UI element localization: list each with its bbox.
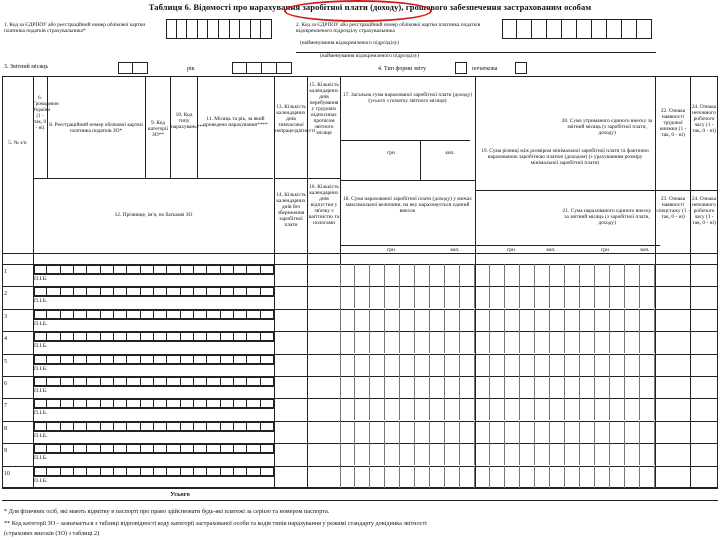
kop-label: коп.	[450, 247, 460, 253]
col-24b-header: 24. Ознака неповного робочого часу (1 - так, 0 - ні)	[691, 196, 717, 226]
footnote-3: (страхових внесків (ЗО) з таблиці 2)	[4, 530, 100, 537]
field-3-label: 3. Звітний місяць	[4, 64, 49, 70]
row-half-line	[34, 319, 274, 320]
row-amount-cells[interactable]	[340, 466, 655, 488]
header-mid-2	[340, 140, 470, 141]
field-2-cells[interactable]	[502, 19, 652, 39]
total-top	[2, 488, 718, 489]
kop-label-2: коп.	[546, 247, 556, 253]
row-number: 10	[4, 471, 10, 477]
field-2-name-caption: (найменування відокремленого підрозділу)	[320, 53, 420, 59]
col-17-grn: грн	[387, 150, 395, 156]
grn-label-2: грн	[507, 247, 515, 253]
form-type-cell-2[interactable]	[515, 62, 527, 74]
col-22-header: 22. Ознака наявності трудової книжки (1 - так, 0 - ні)	[659, 108, 687, 138]
col-20-header: 20. Сума утриманого єдиного внеску за звітний місяць (з заробітної плати, доходу)	[561, 118, 653, 136]
kop-label-3: коп.	[640, 247, 650, 253]
header-bottom	[2, 253, 718, 254]
row-half-line	[34, 431, 274, 432]
col-16-header: 16. Кількість календарних днів відпустки у зв'язку з вагітністю та пологами	[308, 184, 340, 226]
table-title: Таблиця 6. Відомості про нарахування заробітної плати (доходу), грошового забезпечення застрахованим особам	[148, 2, 592, 12]
row-number: 5	[4, 359, 7, 365]
row-half-line	[34, 274, 274, 275]
year-cells[interactable]	[232, 62, 292, 74]
row-pib-label: П.І.Б.	[34, 455, 48, 461]
row-pib-label: П.І.Б.	[34, 388, 48, 394]
row-half-line	[34, 296, 274, 297]
col-18-header: 18. Сума нарахованої заробітної плати (доходу) у межах максимальної величини, на яку нараховується єдиний внесок	[343, 196, 472, 214]
row-number: 2	[4, 291, 7, 297]
row-pib-label: П.І.Б.	[34, 343, 48, 349]
row-pib-label: П.І.Б.	[34, 410, 48, 416]
row-half-line	[34, 341, 274, 342]
col-10-header: 10. Код типу нарахувань***	[171, 112, 205, 130]
total-label: Усього	[170, 491, 190, 498]
form-type-cell[interactable]	[455, 62, 467, 74]
row-number: 6	[4, 381, 7, 387]
row-code-cells[interactable]	[34, 467, 274, 476]
header-mid	[33, 178, 273, 179]
footnote-2: ** Код категорії ЗО - зазначається з таблиці відповідності коду категорії застрахованої особи та кодів типів нарахування у режимі стандарту довідника звітності	[4, 520, 427, 527]
header-mid-3	[340, 180, 475, 181]
row-number: 8	[4, 426, 7, 432]
row-code-cells[interactable]	[34, 399, 274, 408]
row-pib-label: П.І.Б.	[34, 433, 48, 439]
row-amount-cells[interactable]	[340, 376, 655, 398]
col-15-header: 15. Кількість календарних днів перебування у трудових відносинах протягом звітного місяця	[309, 82, 339, 136]
row-pib-label: П.І.Б.	[34, 478, 48, 484]
col-17-header: 17. Загальна сума нарахованої заробітної плати (доходу) (усього з початку звітного місяця)	[342, 92, 473, 104]
col-9-header: 9. Код категорії ЗО**	[147, 120, 168, 138]
footnote-1: * Для фізичних осіб, які мають відмітку в паспорті про право здійснювати будь-які платежі за серією та номером паспорта.	[4, 508, 330, 515]
col-line	[420, 140, 421, 180]
row-amount-cells[interactable]	[340, 331, 655, 353]
header-mid-6	[655, 190, 718, 191]
row-pib-label: П.І.Б.	[34, 321, 48, 327]
row-half-line	[34, 408, 274, 409]
year-label: рік	[187, 66, 195, 72]
row-number: 9	[4, 448, 7, 454]
col-14-header: 14. Кількість календарних днів без збереження заробітної плати	[276, 192, 306, 228]
grn-row-line	[340, 245, 660, 246]
col-6-header: 6. Громадянин України (1 - так, 0 - ні)	[33, 96, 59, 131]
row-number: 4	[4, 336, 7, 342]
row-number: 3	[4, 314, 7, 320]
header-mid-4	[475, 190, 655, 191]
row-code-cells[interactable]	[34, 310, 274, 319]
field-2-note: (найменування відокремленого підрозділу)	[300, 40, 400, 46]
field-1-cells[interactable]	[166, 19, 272, 39]
col-12-header: 12. Прізвище, ім'я, по батькові ЗО	[114, 212, 193, 218]
col-13-header: 13. Кількість календарних днів тимчасової непрацездатності	[275, 104, 315, 134]
field-4-label: 4. Тип форми звіту	[378, 66, 427, 72]
col-21-header: 21. Сума нарахованого єдиного внеску за звітний місяць (з заробітної плати, доходу)	[562, 208, 652, 226]
field-1-label: 1. Код за ЄДРПОУ або реєстраційний номер облікової картки платника податків страхувальника*	[4, 22, 146, 34]
row-amount-cells[interactable]	[340, 286, 655, 308]
row-pib-label: П.І.Б.	[34, 366, 48, 372]
field-2-label: 2. Код за ЄДРПОУ або реєстраційний номер облікової картки платника податків відокремленого підрозділу страхувальника	[296, 22, 481, 34]
row-code-cells[interactable]	[34, 332, 274, 341]
col-5-header: 5. № з/п	[8, 140, 27, 146]
total-bottom	[2, 500, 718, 501]
row-half-line	[34, 453, 274, 454]
grn-label-3: грн	[601, 247, 609, 253]
col-17-kop: коп.	[445, 150, 455, 156]
col-11-header: 11. Місяць та рік, за який проведено нарахування****	[203, 116, 268, 128]
row-code-cells[interactable]	[34, 287, 274, 296]
col-8-header: 8. Реєстраційний номер облікової картки платника податків ЗО*	[49, 122, 143, 134]
row-number: 7	[4, 403, 7, 409]
row-amount-cells[interactable]	[340, 443, 655, 465]
row-code-cells[interactable]	[34, 422, 274, 431]
row-amount-cells[interactable]	[340, 421, 655, 443]
row-pib-label: П.І.Б.	[34, 298, 48, 304]
row-number: 1	[4, 269, 7, 275]
row-code-cells[interactable]	[34, 444, 274, 453]
col-23-header: 23. Ознака наявності спецстажу (1 - так, 0 - ні)	[656, 196, 690, 220]
row-pib-label: П.І.Б.	[34, 276, 48, 282]
col-19-header: 19. Сума різниці між розміром мінімальної заробітної плати та фактично нарахованою заробітною платою (доходом) (з урахуванням розміру мінімальної заробітної плати)	[481, 148, 649, 166]
row-code-cells[interactable]	[34, 377, 274, 386]
row-half-line	[34, 476, 274, 477]
row-amount-cells[interactable]	[340, 398, 655, 420]
row-half-line	[34, 364, 274, 365]
month-cells[interactable]	[118, 62, 148, 74]
row-amount-cells[interactable]	[340, 354, 655, 376]
row-amount-cells[interactable]	[340, 264, 655, 286]
highlight-ellipse	[284, 0, 432, 22]
row-code-cells[interactable]	[34, 265, 274, 274]
row-amount-cells[interactable]	[340, 309, 655, 331]
form-type-sub: початкова	[472, 66, 498, 72]
grn-label: грн	[387, 247, 395, 253]
col-24-header: 24. Ознака неповного робочого часу (1 - так, 0 - ні)	[691, 104, 717, 134]
row-code-cells[interactable]	[34, 355, 274, 364]
row-half-line	[34, 386, 274, 387]
